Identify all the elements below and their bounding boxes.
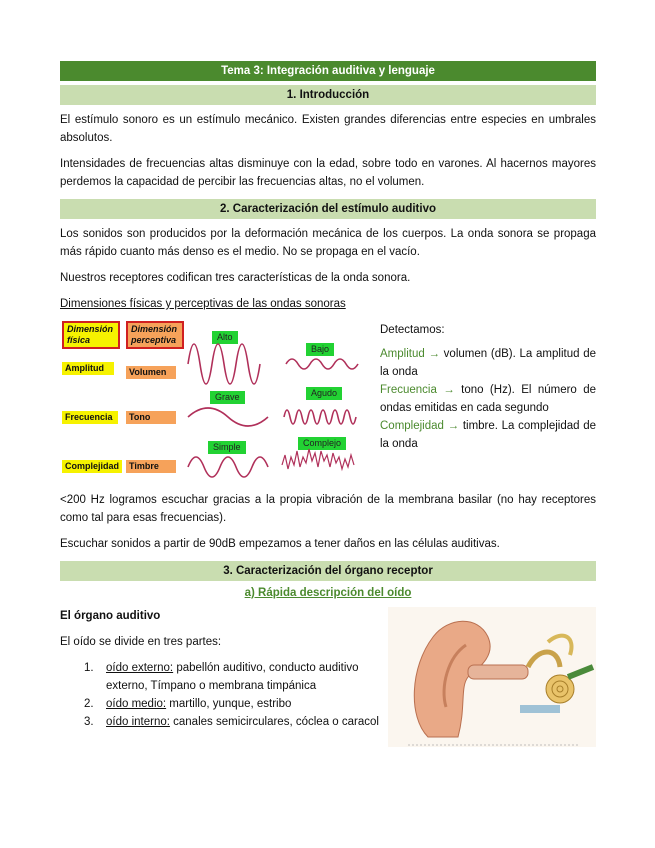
detect-text: tono (Hz). El número de ondas emitidas en cada segundo [380, 384, 596, 414]
term-oido-medio: oído medio: [106, 698, 167, 710]
ear-anatomy-illustration [388, 607, 596, 747]
term-oido-externo: oído externo: [106, 662, 174, 674]
label-volumen: Volumen [126, 366, 176, 379]
paragraph: Los sonidos son producidos por la deformación mecánica de los cuerpos. La onda sonora se propaga más rápido cuanto más denso es el medio. No se propaga en el vacío. [60, 228, 596, 258]
list-item [78, 695, 380, 713]
paragraph: El oído se divide en tres partes: [60, 636, 222, 648]
label-complejidad: Complejidad [62, 460, 122, 473]
sound-dimensions-figure [60, 319, 366, 479]
detect-text: timbre. La complejidad de la onda [380, 420, 596, 450]
paragraph: <200 Hz logramos escuchar gracias a la propia vibración de la membrana basilar (no hay receptores como tal para esas frecuencias). [60, 494, 596, 524]
term-amplitud: Amplitud [380, 348, 425, 360]
list-item [78, 713, 380, 731]
wave-simple [188, 457, 268, 477]
label-frecuencia: Frecuencia [62, 411, 118, 424]
paragraph: Intensidades de frecuencias altas disminuye con la edad, sobre todo en varones. Al hacernos mayores perdemos la capacidad de percibir las frecuencias altas, no el volumen. [60, 158, 596, 188]
list-number: 2. [84, 698, 94, 710]
document-page [60, 61, 596, 777]
detect-title: Detectamos: [380, 324, 445, 336]
detect-item-frecuencia [380, 381, 596, 417]
label-simple: Simple [208, 441, 246, 454]
label-tono: Tono [126, 411, 176, 424]
arrow-right-icon: → [447, 420, 460, 432]
arrow-right-icon: → [428, 348, 440, 360]
document-title-bar: Tema 3: Integración auditiva y lenguaje [60, 61, 596, 81]
organ-title: El órgano auditivo [60, 610, 161, 622]
list-number: 3. [84, 716, 94, 728]
list-text: martillo, yunque, estribo [166, 698, 292, 710]
label-amplitud: Amplitud [62, 362, 114, 375]
figure-subtitle: Dimensiones físicas y perceptivas de las ondas sonoras [60, 298, 346, 310]
list-item [78, 659, 380, 695]
subsection-heading: a) Rápida descripción del oído [244, 587, 412, 599]
label-complejo: Complejo [298, 437, 346, 450]
paragraph: Nuestros receptores codifican tres características de la onda sonora. [60, 272, 411, 284]
ear-text-column [60, 607, 380, 731]
section-title-organo: 3. Caracterización del órgano receptor [60, 561, 596, 581]
wave-low-amplitude [286, 359, 358, 369]
label-agudo: Agudo [306, 387, 342, 400]
term-frecuencia: Frecuencia [380, 384, 437, 396]
sound-wave-figure-row [60, 319, 596, 489]
label-bajo: Bajo [306, 343, 334, 356]
arrow-right-icon: → [443, 384, 455, 396]
detect-item-complejidad [380, 417, 596, 453]
label-grave: Grave [210, 391, 245, 404]
term-complejidad: Complejidad [380, 420, 444, 432]
section-title-estimulo: 2. Caracterización del estímulo auditivo [60, 199, 596, 219]
wave-high-amplitude [188, 344, 260, 384]
list-text: pabellón auditivo, conducto auditivo externo, Tímpano o membrana timpánica [106, 662, 359, 692]
ear-parts-list [60, 659, 380, 731]
paragraph: El estímulo sonoro es un estímulo mecánico. Existen grandes diferencias entre especies en umbrales absolutos. [60, 114, 596, 144]
wave-low-frequency [188, 408, 268, 426]
wave-drawings [60, 319, 366, 479]
detect-item-amplitud [380, 345, 596, 381]
detect-text: volumen (dB). La amplitud de la onda [380, 348, 596, 378]
label-alto: Alto [212, 331, 238, 344]
detect-column [380, 321, 596, 453]
paragraph: Escuchar sonidos a partir de 90dB empezamos a tener daños en las células auditivas. [60, 538, 500, 550]
list-text: canales semicirculares, cóclea o caracol [169, 716, 379, 728]
section-title-introduccion: 1. Introducción [60, 85, 596, 105]
header-physical-dimension: Dimensión física [62, 321, 120, 349]
term-oido-interno: oído interno: [106, 716, 170, 728]
list-number: 1. [84, 662, 94, 674]
ear-section [60, 607, 596, 777]
header-perceptive-dimension: Dimensión perceptiva [126, 321, 184, 349]
label-timbre: Timbre [126, 460, 176, 473]
wave-high-frequency [284, 410, 356, 424]
wave-complex [282, 449, 354, 469]
